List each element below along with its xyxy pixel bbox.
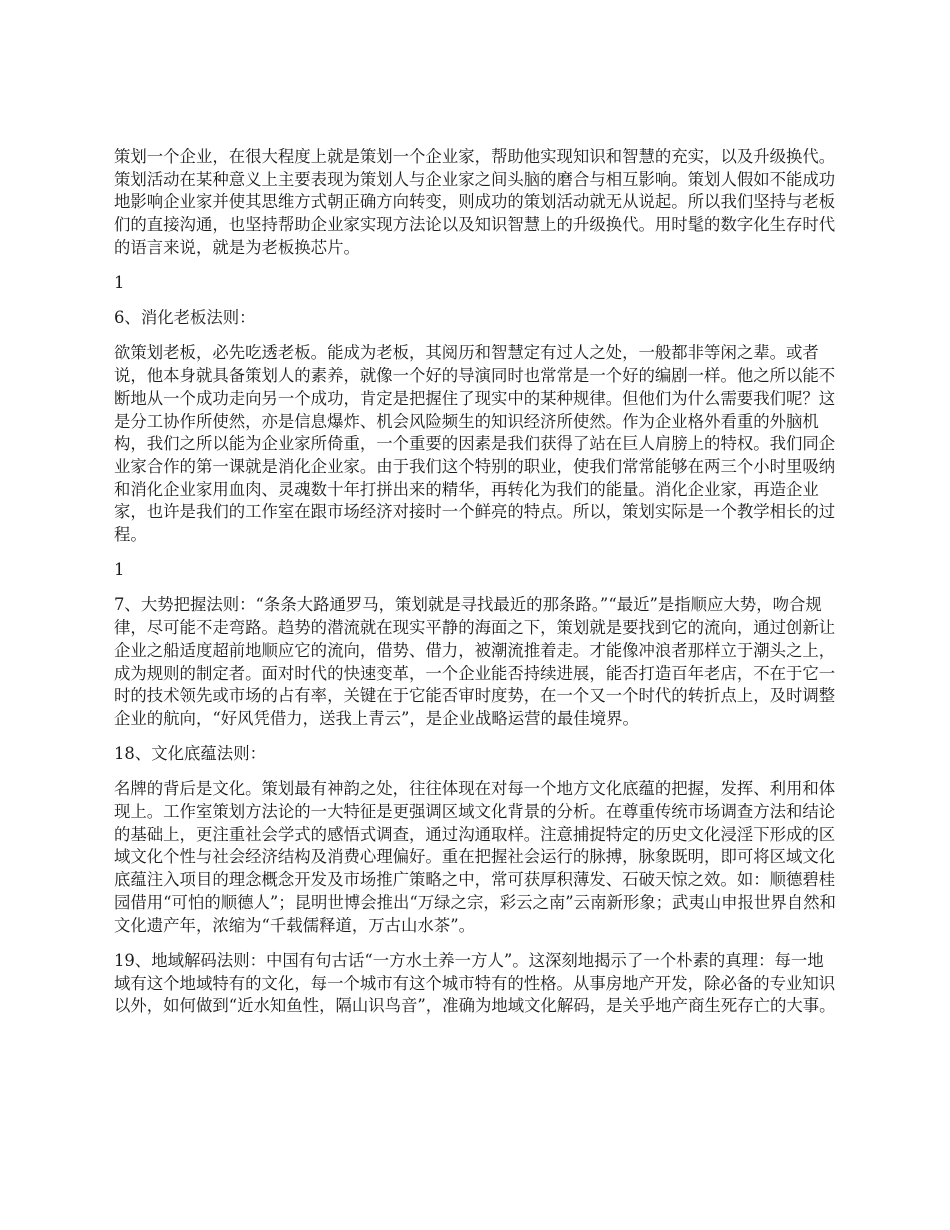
paragraph-culture: 名牌的背后是文化。策划最有神韵之处，往往体现在对每一个地方文化底蕴的把握，发挥、利用和体现上。工作室策划方法论的一大特征是更强调区域文化背景的分析。在尊重传统市场调查方法和结论的基础上，更注重社会学式的感悟式调查，通过沟通取样。注意捕捉特定的历史文化浸淫下形成的区域文化个性与社会经济结构及消费心理偏好。重在把握社会运行的脉搏，脉象既明，即可将区域文化底蕴注入项目的理念概念开发及市场推广策略之中，常可获厚积薄发、石破天惊之效。如：顺德碧桂园借用“可怕的顺德人”；昆明世博会推出“万绿之宗，彩云之南”云南新形象；武夷山申报世界自然和文化遗产年，浓缩为“千载儒释道，万古山水茶”。 bbox=[114, 779, 836, 935]
page-number-marker: 1 bbox=[114, 273, 125, 293]
paragraph-regional-decode: 19、地域解码法则：中国有句古话“一方水土养一方人”。这深刻地揭示了一个朴素的真理：每一地域有这个地域特有的文化，每一个城市有这个城市特有的性格。从事房地产开发，除必备的专业知识以外，如何做到“近水知鱼性，隔山识鸟音”，准确为地域文化解码，是关乎地产商生死存亡的大事。 bbox=[114, 950, 836, 1016]
paragraph-intro: 策划一个企业，在很大程度上就是策划一个企业家，帮助他实现知识和智慧的充实，以及升级换代。策划活动在某种意义上主要表现为策划人与企业家之间头脑的磨合与相互影响。策划人假如不能成功地影响企业家并使其思维方式朝正确方向转变，则成功的策划活动就无从说起。所以我们坚持与老板们的直接沟通，也坚持帮助企业家实现方法论以及知识智慧上的升级换代。用时髦的数字化生存时代的语言来说，就是为老板换芯片。 bbox=[114, 147, 836, 257]
paragraph-trend-grasp: 7、大势把握法则：“条条大路通罗马，策划就是寻找最近的那条路。”“最近”是指顺应大势，吻合规律，尽可能不走弯路。趋势的潜流就在现实平静的海面之下，策划就是要找到它的流向，通过创新让企业之船适度超前地顺应它的流向，借势、借力，被潮流推着走。才能像冲浪者那样立于潮头之上，成为规则的制定者。面对时代的快速变革，一个企业能否持续进展，能否打造百年老店，不在于它一时的技术领先或市场的占有率，关键在于它能否审时度势，在一个又一个时代的转折点上，及时调整企业的航向，“好风凭借力，送我上青云”，是企业战略运营的最佳境界。 bbox=[114, 595, 836, 728]
section-heading-culture: 18、文化底蕴法则： bbox=[114, 744, 266, 764]
page-number-marker: 1 bbox=[114, 560, 125, 580]
document-page bbox=[114, 146, 840, 1030]
paragraph-digest-boss: 欲策划老板，必先吃透老板。能成为老板，其阅历和智慧定有过人之处，一般都非等闲之辈。或者说，他本身就具备策划人的素养，就像一个好的导演同时也常常是一个好的编剧一样。他之所以能不断地从一个成功走向另一个成功，肯定是把握住了现实中的某种规律。但他们为什么需要我们呢？这是分工协作所使然，亦是信息爆炸、机会风险频生的知识经济所使然。作为企业格外看重的外脑机构，我们之所以能为企业家所倚重，一个重要的因素是我们获得了站在巨人肩膀上的特权。我们同企业家合作的第一课就是消化企业家。由于我们这个特别的职业，使我们常常能够在两三个小时里吸纳和消化企业家用血肉、灵魂数十年打拼出来的精华，再转化为我们的能量。消化企业家，再造企业家，也许是我们的工作室在跟市场经济对接时一个鲜亮的特点。所以，策划实际是一个教学相长的过程。 bbox=[114, 343, 836, 545]
section-heading-digest-boss: 6、消化老板法则： bbox=[114, 308, 256, 328]
